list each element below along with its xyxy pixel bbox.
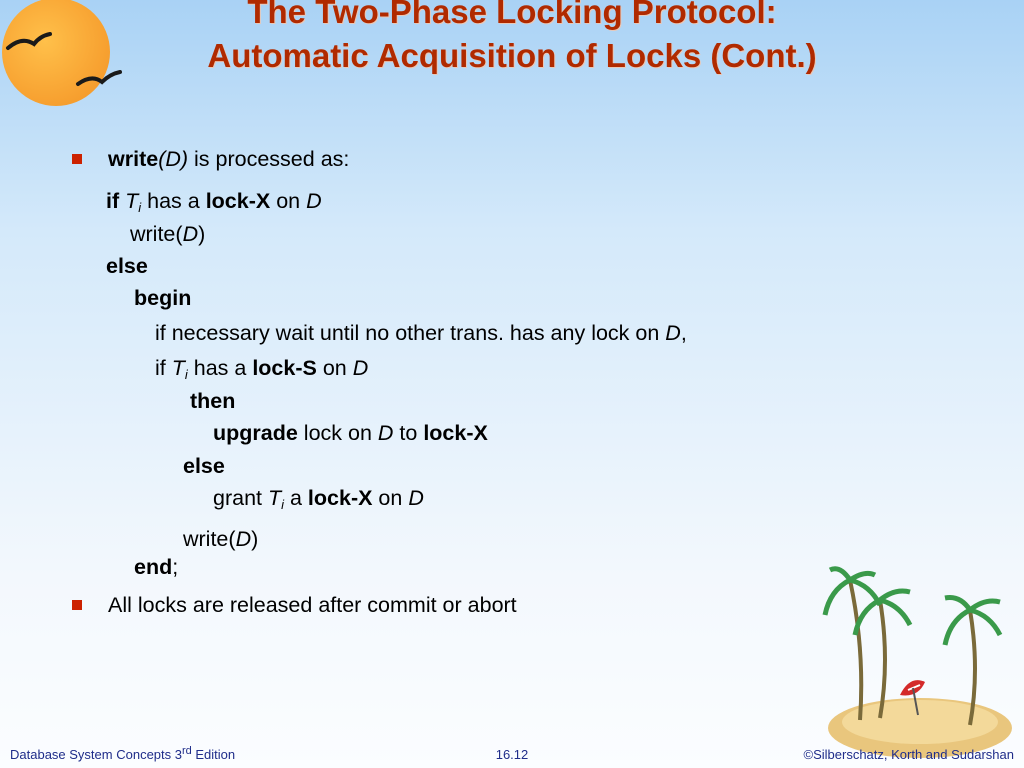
title-line-1: The Two-Phase Locking Protocol: [247,0,777,30]
footer-copyright: ©Silberschatz, Korth and Sudarshan [803,747,1014,762]
code-line-3: else [106,254,148,278]
code-line-8: upgrade lock on D to lock-X [213,421,488,445]
code-line-12: end; [134,555,179,579]
title-line-2: Automatic Acquisition of Locks (Cont.) [207,37,817,74]
footer-page-number: 16.12 [495,747,529,762]
code-line-4: begin [134,286,192,310]
code-line-11: write(D) [183,527,259,551]
code-line-10: grant $T_i$ a lock-X on D [213,486,424,512]
bullet-marker [72,600,82,610]
bullet-locks-released: All locks are released after commit or abort [108,593,517,617]
bullet-write: write(D) is processed as: [108,147,350,171]
footer-book-title: Database System Concepts 3rd Edition [10,745,236,762]
code-line-9: else [183,454,225,478]
code-line-7: then [190,389,236,413]
code-line-6: if $T_i$ has a lock-S on D [155,356,369,382]
code-line-2: write(D) [130,222,206,246]
code-line-1: if $T_i$ has a lock-X on D [106,189,322,215]
code-line-5: if necessary wait until no other trans. has any lock on D, [155,321,687,345]
island-palm-icon [820,560,1020,760]
bullet-marker [72,154,82,164]
